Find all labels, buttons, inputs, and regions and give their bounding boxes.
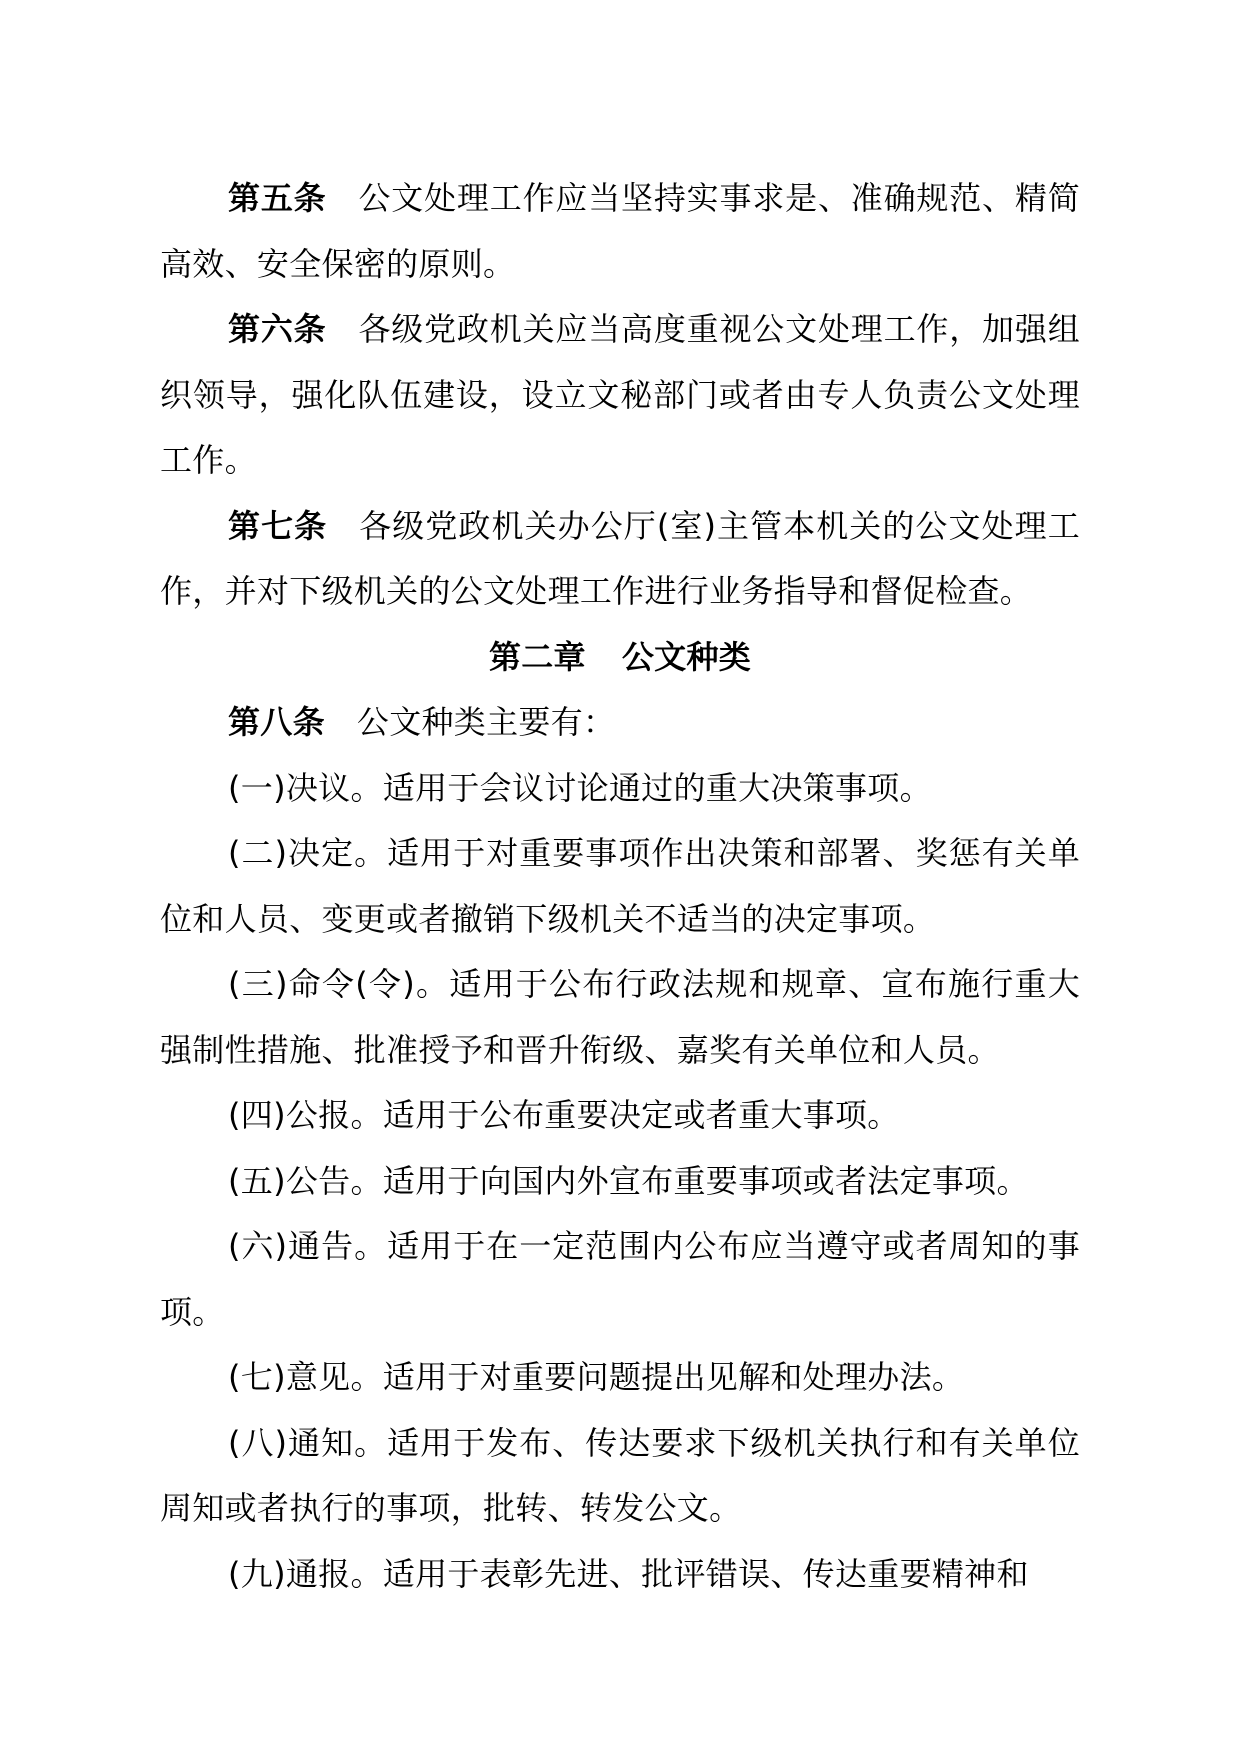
article-label: 第六条 xyxy=(228,310,327,348)
article-6 xyxy=(160,297,1080,494)
article-text: 各级党政机关应当高度重视公文处理工作，加强组织领导，强化队伍建设，设立文秘部门或者由专人负责公文处理工作。 xyxy=(160,310,1080,479)
article-5 xyxy=(160,166,1080,297)
article-8 xyxy=(160,690,1080,756)
list-item: (六)通告。适用于在一定范围内公布应当遵守或者周知的事项。 xyxy=(160,1227,1080,1331)
list-item: (四)公报。适用于公布重要决定或者重大事项。 xyxy=(228,1096,900,1134)
list-item: (二)决定。适用于对重要事项作出决策和部署、奖惩有关单位和人员、变更或者撤销下级机关不适当的决定事项。 xyxy=(160,834,1080,938)
article-7 xyxy=(160,494,1080,625)
article-label: 第八条 xyxy=(228,703,325,741)
article-label: 第五条 xyxy=(228,179,327,217)
article-text: 公文种类主要有： xyxy=(356,703,616,741)
article-label: 第七条 xyxy=(228,506,328,545)
chapter-title: 公文种类 xyxy=(621,637,752,676)
list-item: (五)公告。适用于向国内外宣布重要事项或者法定事项。 xyxy=(228,1161,1029,1200)
list-item: (七)意见。适用于对重要问题提出见解和处理办法。 xyxy=(228,1358,965,1396)
chapter-number: 第二章 xyxy=(488,637,586,676)
list-item: (一)决议。适用于会议讨论通过的重大决策事项。 xyxy=(228,768,932,807)
list-item: (三)命令(令)。适用于公布行政法规和规章、宣布施行重大强制性措施、批准授予和晋升衔级、嘉奖有关单位和人员。 xyxy=(160,965,1080,1069)
article-text: 公文处理工作应当坚持实事求是、准确规范、精简高效、安全保密的原则。 xyxy=(160,179,1080,283)
article-text: 各级党政机关办公厅(室)主管本机关的公文处理工作，并对下级机关的公文处理工作进行业务指导和督促检查。 xyxy=(160,506,1081,610)
chapter-heading xyxy=(160,625,1080,691)
list-item: (八)通知。适用于发布、传达要求下级机关执行和有关单位周知或者执行的事项，批转、转发公文。 xyxy=(160,1423,1080,1527)
list-item: (九)通报。适用于表彰先进、批评错误、传达重要精神和 xyxy=(228,1554,1029,1593)
document-body xyxy=(160,166,1080,1607)
